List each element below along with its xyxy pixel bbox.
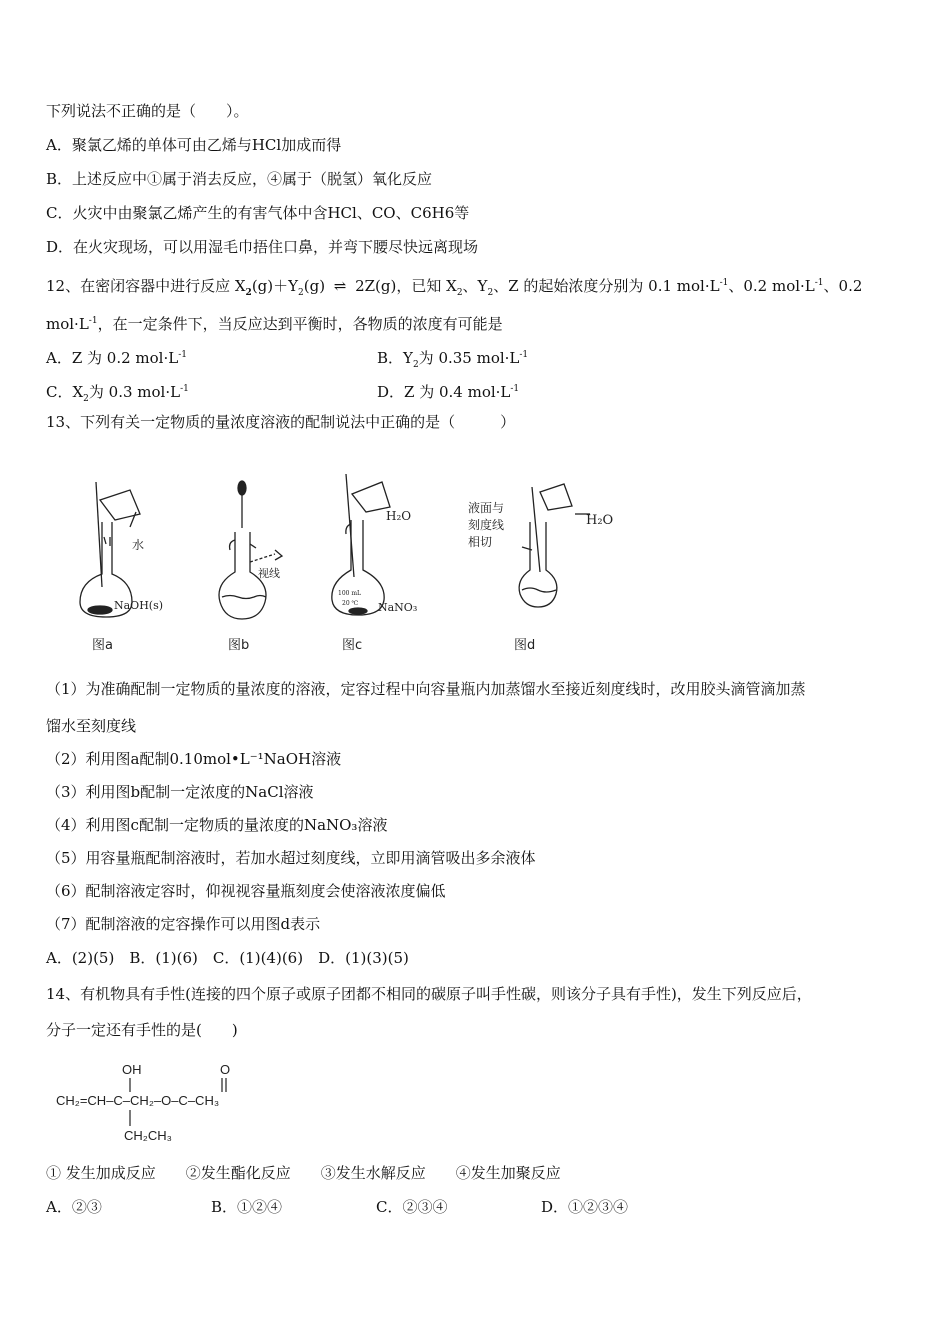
q14-stem-line1: 14、有机物具有手性(连接的四个原子或原子团都不相同的碳原子叫手性碳，则该分子具有手性)，发生下列反应后， [46,985,812,1003]
q11-option-c: C．火灾中由聚氯乙烯产生的有害气体中含HCl、CO、C6H6等 [46,204,470,222]
struct-o-top: O [220,1062,231,1077]
h2o-label-d: H₂O [586,513,614,528]
figure-c-volumetric-flask [332,474,417,653]
q11-option-b: B．上述反应中①属于消去反应，④属于（脱氢）氧化反应 [46,170,433,188]
q13-item-5: （5）用容量瓶配制溶液时，若加水超过刻度线，立即用滴管吸出多余液体 [46,849,536,867]
struct-main-chain: CH₂=CH–C–CH₂–O–C–CH₃ [56,1093,220,1108]
d-note-line2: 刻度线 [468,518,505,532]
h2o-label-c: H₂O [386,509,412,523]
figure-b-volumetric-flask [219,481,282,653]
struct-ethyl: CH₂CH₃ [124,1128,172,1143]
equilibrium-arrow-icon: ⇌ [333,277,347,295]
q11-option-a: A．聚氯乙烯的单体可由乙烯与HCl加成而得 [46,136,342,154]
q13-item-2: （2）利用图a配制0.10mol•L⁻¹NaOH溶液 [46,750,342,768]
q12-option-d: D．Z 为 0.4 $mol\cdot L^{-1}$ [377,383,520,401]
figure-b-label: 图b [228,638,250,653]
q13-item-7: （7）配制溶液的定容操作可以用图d表示 [46,915,321,933]
q13-item-1: （1）为准确配制一定物质的量浓度的溶液，定容过程中向容量瓶内加蒸馏水至接近刻度线时，改用胶头滴管滴加蒸 [46,680,806,698]
water-label: 水 [132,538,145,552]
q11-option-d: D．在火灾现场，可以用湿毛巾捂住口鼻，并弯下腰尽快远离现场 [46,238,479,256]
q12-stem-line1: 12、在密闭容器中进行反应 $X_2(g)+Y_2(g)$ ⇌ 2Z(g)，已知 $X_2$、$Y_2$、Z 的起始浓度分别为 0.1 $mol\cdot L^{-1}$、0.2 $mol\cdot L^{-1}$、0.2 [46,277,863,298]
figure-d-label: 图d [514,638,536,653]
q14-reactions: ① 发生加成反应 ②发生酯化反应 ③发生水解反应 ④发生加聚反应 [46,1164,561,1182]
figure-a-volumetric-flask [80,482,163,653]
d-note-line1: 液面与 [468,501,505,515]
q13-stem: 13、下列有关一定物质的量浓度溶液的配制说法中正确的是（ ） [46,413,516,431]
q13-item-4: （4）利用图c配制一定物质的量浓度的NaNO₃溶液 [46,816,388,834]
q13-answers: A．(2)(5) B．(1)(6) C．(1)(4)(6) D．(1)(3)(5) [46,949,409,967]
naoh-label: NaOH(s) [114,599,164,612]
sight-label: 视线 [258,567,280,580]
flask-temp-label: 20 ℃ [342,600,359,607]
q14-option-d: D．①②③④ [541,1198,629,1216]
q12-option-b: B．$Y_2$为 0.35 $mol\cdot L^{-1}$ [377,349,529,370]
q13-item-1-cont: 馏水至刻度线 [46,717,137,735]
q14-option-a: A．②③ [46,1198,102,1216]
q13-item-6: （6）配制溶液定容时，仰视视容量瓶刻度会使溶液浓度偏低 [46,882,446,900]
q14-option-b: B．①②④ [211,1198,283,1216]
d-note-line3: 相切 [468,535,493,549]
q13-item-3: （3）利用图b配制一定浓度的NaCl溶液 [46,783,314,801]
figure-d-volumetric-flask [468,484,613,653]
flask-volume-label: 100 mL [338,590,362,597]
figure-c-label: 图c [342,638,363,653]
q14-option-c: C．②③④ [376,1198,448,1216]
q12-option-c: C．$X_2$为 0.3 $mol\cdot L^{-1}$ [46,383,189,404]
q14-stem-line2: 分子一定还有手性的是( ) [46,1021,238,1039]
figure-a-label: 图a [92,638,113,653]
struct-oh: OH [122,1062,142,1077]
q14-structure [52,1060,292,1150]
q12-option-a: A．Z 为 0.2 $mol\cdot L^{-1}$ [46,349,187,367]
nano3-label: NaNO₃ [378,601,418,614]
q11-stem: 下列说法不正确的是（ ）。 [46,102,249,120]
q12-stem-line2: $mol\cdot L^{-1}$，在一定条件下，当反应达到平衡时，各物质的浓度有可能是 [46,315,503,333]
q13-figures [70,462,630,662]
